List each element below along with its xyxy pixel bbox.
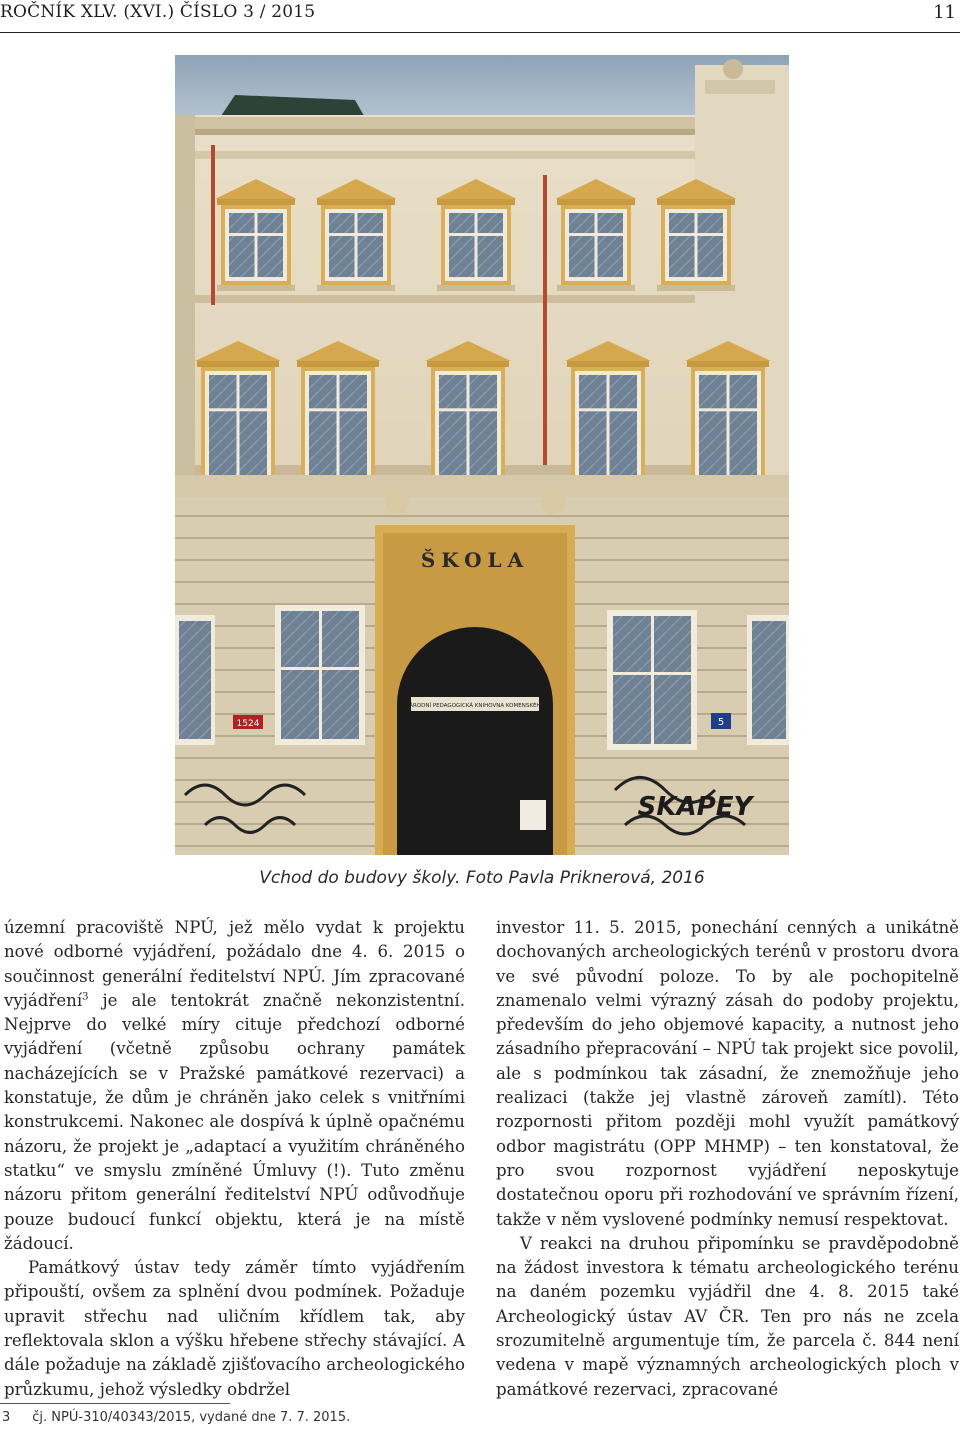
ground-window-left (275, 605, 365, 745)
facade-window-r2-4 (565, 341, 651, 491)
facade-window-r2-5 (685, 341, 771, 491)
school-building-photo (175, 55, 789, 855)
right-paragraph-2: V reakci na druhou připomínku se pravděpodobně na žádost investora k tématu archeologického terénu na daném pozemku vyjádřil dne 4. 8. 2015 také Archeologický ústav AV ČR. Ten pro nás ne zcela srozumitelně argumentuje tím, že parcela č. 844 není vedena v mapě významných archeologických ploch v památkové rezervaci, zpracované (496, 1233, 959, 1399)
svg-text:5: 5 (717, 717, 725, 728)
footnote-rule (0, 1403, 230, 1404)
tower-finial (723, 59, 743, 79)
svg-text:1524: 1524 (236, 719, 260, 729)
facade-illustration (175, 55, 789, 855)
facade-window-r1-1 (215, 179, 297, 291)
graffiti-tag: SKAPEY (637, 792, 753, 822)
running-header: ROČNÍK XLV. (XVI.) ČÍSLO 3 / 2015 (0, 2, 316, 22)
header-rule (0, 32, 960, 33)
ground-window-far-right (747, 615, 789, 745)
right-paragraph-1: investor 11. 5. 2015, ponechání cenných a unikátně dochovaných archeologických terénů v prostoru dvora ve své původní poloze. To by ale pochopitelně znamenalo velmi výrazný zásah do podoby projektu, především do jeho objemové kapacity, a nutnost jeho zásadního přepracování – NPÚ tak projekt sice povolil, ale s podmínkou tak zásadní, že znemožňuje jeho realizaci (takže jej vlastně zároveň zamítl). Této rozpornosti přitom později mohl využít památkový odbor magistrátu (OPP MHMP) – ten konstatoval, že pro svou rozpornost vyjádření neposkytuje dostatečnou oporu při rozhodování ve správním řízení, takže v něm vyslovené podmínky nemusí respektovat. (496, 918, 959, 1229)
footnote-text: čj. NPÚ-310/40343/2015, vydané dne 7. 7. 2015. (32, 1410, 351, 1425)
footnote (2, 1410, 350, 1425)
left-paragraph-1: územní pracoviště NPÚ, jež mělo vydat k projektu nové odborné vyjádření, požádalo dne 4. 6. 2015 o součinnost generální ředitelství NPÚ. Jím zpracované vyjádření$^3$ je ale tentokrát značně nekonzistentní. Nejprve do velké míry cituje předchozí odborné vyjádření (včetně způsobu ochrany památek nacházejících se v Pražské památkové rezervaci) a konstatuje, že dům je chráněn jako celek s vnitřními konstrukcemi. Nakonec ale dospívá k úplně opačnému názoru, že projekt je „adaptací a využitím chráněného statku“ ve smyslu zmíněné Úmluvy (!). Tuto změnu názoru přitom generální ředitelství NPÚ odůvodňuje pouze budoucí funkcí objektu, která je na místě žádoucí. (4, 918, 465, 1253)
photo-caption: Vchod do budovy školy. Foto Pavla Priknerová, 2016 (259, 868, 705, 888)
footnote-number: 3 (2, 1410, 11, 1425)
right-column (496, 916, 959, 1402)
footnote-ref: 3 (82, 991, 89, 1003)
facade-window-r2-1 (195, 341, 281, 491)
facade-window-r1-3 (435, 179, 517, 291)
facade-window-r1-4 (555, 179, 637, 291)
drainpipe (543, 175, 547, 465)
skola-sign: ŠKOLA (420, 548, 530, 572)
facade-window-r1-5 (655, 179, 737, 291)
facade-window-r1-2 (315, 179, 397, 291)
page-number: 11 (933, 2, 956, 23)
portal-plaque-text: NÁRODNÍ PEDAGOGICKÁ KNIHOVNA KOMENSKÉHO (405, 703, 545, 709)
ground-window-right (607, 610, 697, 750)
facade-window-r2-3 (425, 341, 511, 491)
left-paragraph-2: Památkový ústav tedy záměr tímto vyjádřením připouští, ovšem za splnění dvou podmínek. Požaduje upravit střechu nad uličním křídlem tak, aby reflektovala sklon a výšku hřebene střechy stávající. A dále požaduje na základě zjišťovacího archeologického průzkumu, jehož výsledky obdržel (4, 1258, 465, 1399)
ground-window-far-left (175, 615, 215, 745)
facade-window-r2-2 (295, 341, 381, 491)
left-column (4, 916, 465, 1402)
